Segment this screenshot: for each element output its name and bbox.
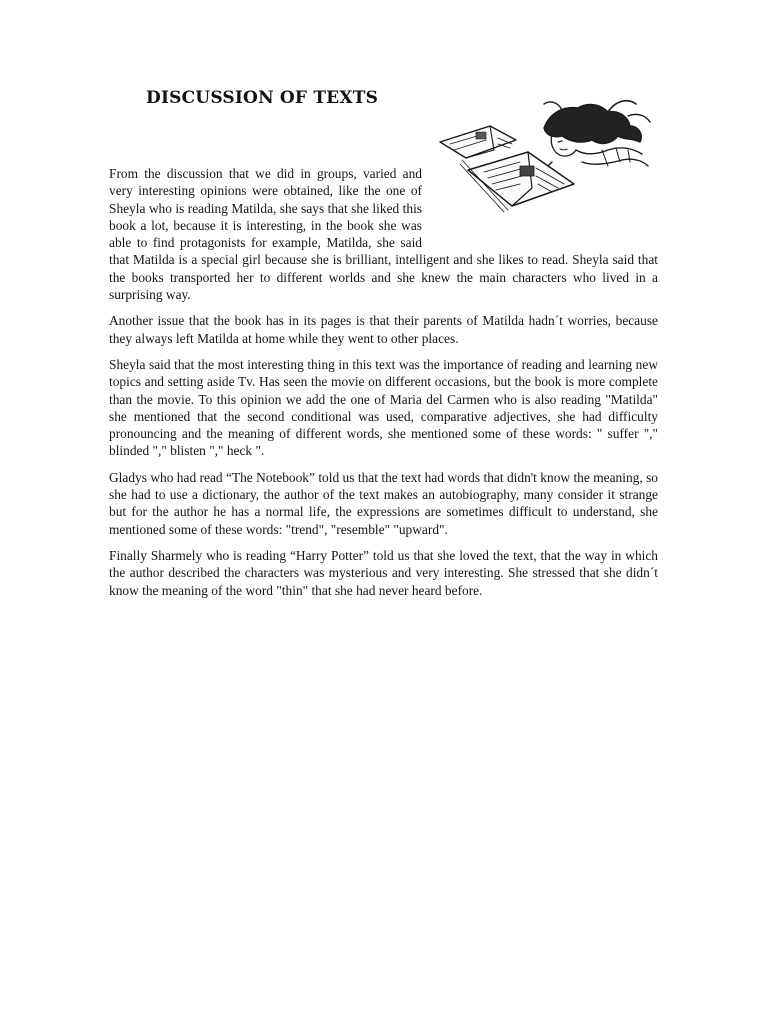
paragraph: Finally Sharmely who is reading “Harry Potter” told us that she loved the text, that the way in which the author described the characters was mysterious and very interesting. She stressed that she didn´t know the meaning of the word "thin" that she had never heard before.: [109, 547, 658, 598]
paragraph: From the discussion that we did in groups, varied and very interesting opinions were obtained, like the one of Sheyla who is reading Matilda, she says that she liked this book a lot, because it is interesting, in the book she was able to find protagonists for example, Matilda, she said that Matilda is a special girl because she is brilliant, intelligent and she likes to read. Sheyla said that the books transported her to different worlds and she knew the main characters who lived in a surprising way.: [109, 166, 658, 303]
page-title: DISCUSSION OF TEXTS: [146, 88, 379, 108]
paragraph: Gladys who had read “The Notebook” told us that the text had words that didn't know the meaning, so she had to use a dictionary, the author of the text makes an autobiography, many consider it strange but for the author he has a normal life, the expressions are sometimes difficult to understand, she mentioned some of these words: "trend", "resemble" "upward".: [109, 469, 658, 537]
body-text: [109, 165, 658, 608]
illustration-wrap-space: [422, 165, 658, 237]
paragraph: Sheyla said that the most interesting thing in this text was the importance of reading and learning new topics and setting aside Tv. Has seen the movie on different occasions, but the book is more complete than the movie. To this opinion we add the one of Maria del Carmen who is also reading "Matilda" she mentioned that the second conditional was used, comparative adjectives, she had difficulty pronouncing and the meaning of different words, she mentioned some of these words: " suffer "," blinded "," blisten "," heck ".: [109, 356, 658, 459]
paragraph: Another issue that the book has in its pages is that their parents of Matilda hadn´t worries, because they always left Matilda at home while they went to other places.: [109, 313, 658, 346]
